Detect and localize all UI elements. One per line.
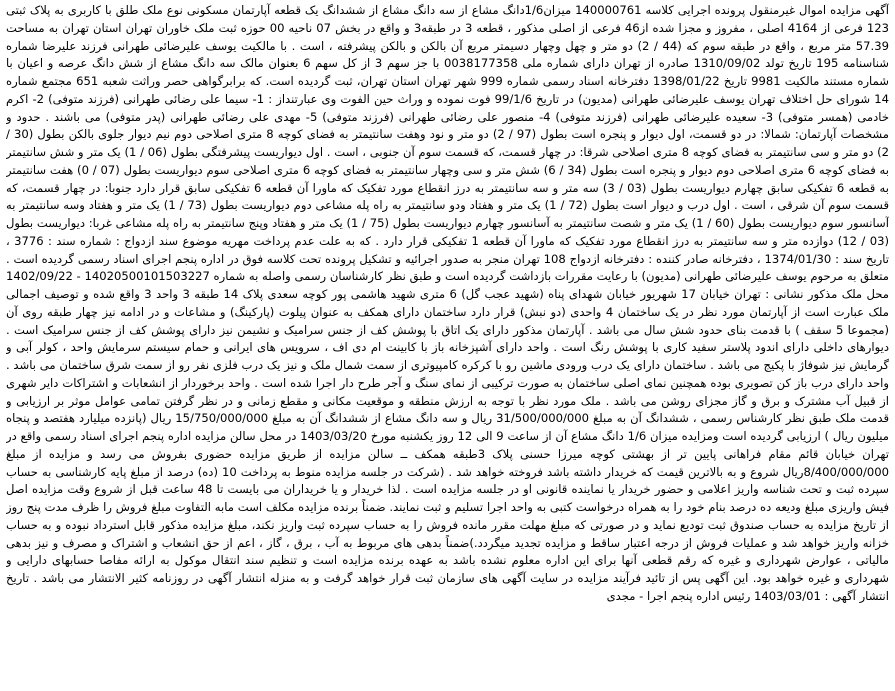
auction-notice-text: آگهی مزایده اموال غیرمنقول پرونده اجرایی کلاسه 140000761 میزان1/6دانگ مشاع از سه دانگ مشاع از ششدانگ یک قطعه آپارتمان مسکونی نوع ملک طلق با کاربری به پلاک ثبتی 123 فرعی از 4164 اصلی ، مفروز و مجزا شده از46 فرعی از اصلی مذکور ، قطعه 3 در طبقه3 و واقع در بخش 07 ناحیه 00 حوزه ثبت ملک خاوران تهران استان تهران به مساحت 57.39 متر مربع ، واقع در طبقه سوم که (44 / 2) دو متر و چهل وچهار دسیمتر مربع آن بالکن و بالکن پیشرفته ، است . با مالکیت یوسف علیرضائی طهرانی فرزند علیرضا شماره شناسنامه 195 تاریخ تولد 1310/09/02 صادره از تهران دارای شماره ملی 0038177358 با جز سهم 3 از کل سهم 6 بعنوان مالک سه دانگ مشاع از شش دانگ عرصه و اعیان با شماره مستند مالکیت 9981 تاریخ 1398/01/22 دفترخانه اسناد رسمی شماره 999 شهر تهران استان تهران، ثبت گردیده است. که برابرگواهی حصر وراثت شعبه 651 مجتمع شماره 14 شورای حل اختلاف تهران یوسف علیرضائی طهرانی (مدیون) در تاریخ 99/1/6 فوت نموده و وراث حین الفوت وی عبارتنداز : 1- سیما علی رضائی طهرانی (فرزند متوفی) 2- اکرم خادمی (همسر متوفی) 3- سعیده علیرضائی طهرانی (فرزند متوفی) 4- منصور علی رضائی طهرانی (فرزند متوفی) 5- مهدی علی رضائی طهرانی (پدر متوفی) می باشند . حدود و مشخصات آپارتمان: شمالا: در دو قسمت، اول دیوار و پنجره است بطول (97 / 2) دو متر و نود وهفت سانتیمتر به فضای کوچه 8 متری اصلاحی دوم نیم دیوار جلوی بالکن بطول (30 / 2) دو متر و سی سانتیمتر به فضای کوچه 8 متری اصلاحی شرقا: در چهار قسمت، که قسمت سوم آن جنوبی ، است . اول دیواریست پیشرفتگی بطول (06 / 1) یک متر و شش سانتیمتر به فضای کوچه 6 متری اصلاحی دوم دیوار و پنجره است بطول (34 / 6) شش متر و سی وچهار سانتیمتر به فضای کوچه 6 متری اصلاحی سوم دیواریست بطول (07 / 0) هفت سانتیمتر به قطعه 6 تفکیکی سابق چهارم دیواریست بطول (03 / 3) سه متر و سه سانتیمتر به درز انقطاع مورد تفکیک که ماورا آن قطعه 6 تفکیکی سابق قرار دارد جنوبا: در چهار قسمت، که قسمت سوم آن شرقی ، است . اول درب و دیوار است بطول (72 / 1) یک متر و هفتاد ودو سانتیمتر به راه پله مشاعی دوم دیواریست بطول (73 / 1) یک متر و هفتاد وسه سانتیمتر به آسانسور سوم دیواریست بطول (60 / 1) یک متر و شصت سانتیمتر به آسانسور چهارم دیواریست بطول (75 / 1) یک متر و هفتاد وپنج سانتیمتر به راه پله مشاعی غربا: دیواریست بطول (03 / 12) دوازده متر و سه سانتیمتر به درز انقطاع مورد تفکیک که ماورا آن قطعه 1 تفکیکی قرار دارد . که به علت عدم پرداخت مهریه موضوع سند ازدواج : شماره سند : 3776 ، تاریخ سند : 1374/01/30 ، دفترخانه صادر کننده : دفترخانه ازدواج 108 تهران منجر به صدور اجرائیه و تشکیل پرونده تحت کلاسه فوق در اداره پنجم اجرای اسناد رسمی گردیده است . متعلق به مرحوم یوسف علیرضائی طهرانی (مدیون) با رعایت مقررات بازداشت گردیده است و طبق نظر کارشناسان رسمی واصله به شماره 14020500101503227 - 1402/09/22 محل ملک مذکور نشانی : تهران خیابان 17 شهریور خیابان شهدای پناه (شهید عجب گل) 6 متری شهید هاشمی پور کوچه سعدی پلاک 14 طبقه 3 واحد 3 واقع شده و توصیف اجمالی ملک عبارت است از آپارتمان مورد نظر در یک ساختمان 4 واحدی (دو نبش) قرار دارد ساختمان دارای همکف به عنوان پیلوت (پارکینگ) و مشاعات و در ادامه نیز چهار طبقه روی آن (مجموعا 5 سقف ) با قدمت بنای حدود شش سال می باشد . آپارتمان مذکور دارای یک اتاق با پوشش کف از جنس سرامیک و نشیمن نیز دارای پوشش کف از جنس سرامیک است . دیوارهای داخلی دارای اندود پلاستر سفید کاری با پوشش رنگ است . واحد دارای آشپزخانه باز با کابینت ام دی اف ، سرویس های ایرانی و حمام سیستم سرمایش واحد ، کولر آبی و گرمایش نیز شوفاژ با پکیج می باشد . ساختمان دارای یک درب ورودی ماشین رو با کرکره کامپیوتری از سمت شمال ملک و نیز یک درب فلزی نفر رو از سمت شرق ساختمان می باشد . واحد دارای درب باز کن تصویری بوده همچنین نمای اصلی ساختمان به صورت ترکیبی از نمای سنگ و آجر طرح دار اجرا شده است . واحد برخوردار از انشعابات و اشتراکات دایر شهری از قبیل آب مشترک و برق و گاز مجزای روشن می باشد . ملک مورد نظر با توجه به ارزش منطقه و موقعیت مکانی و مقطع زمانی و در نظر گرفتن تمامی عوامل موثر بر ارزیابی و قدمت ملک طبق نظر کارشناس رسمی ، ششدانگ آن به مبلغ 31/500/000/000 ریال و سه دانگ مشاع از ششدانگ آن به مبلغ 15/750/000/000 ریال (پانزده میلیارد هفتصد و پنجاه میلیون ریال ) ارزیابی گردیده است ومزایده میزان 1/6 دانگ مشاع آن از ساعت 9 الی 12 روز یکشنبه مورخ 1403/03/20 در محل سالن مزایده اداره پنجم اجرای اسناد رسمی واقع در تهران خیابان قائم مقام فراهانی پایین تر از بهشتی کوچه میرزا حسنی پلاک 3طبقه همکف ــ سالن مزایده از طریق مزایده حضوری بفروش می رسد و مزایده از مبلغ 8/400/000/000ریال شروع و به بالاترین قیمت که خریدار داشته باشد فروخته خواهد شد . (شرکت در جلسه مزایده منوط به پرداخت 10 (ده) درصد از مبلغ پایه کارشناسی به حساب سپرده ثبت و تحت شناسه واریز اعلامی و حضور خریدار یا نماینده قانونی او در جلسه مزایده است . لذا خریدار و یا خریداران می بایست تا 48 ساعت قبل از شروع وقت مزایده اصل فیش واریزی مبلغ ودیعه ده درصد بنام خود را به همراه درخواست کتبی به واحد اجرا تسلیم و ثبت نمایند. ضمناً برنده مزایده مکلف است مابه التفاوت مبلغ فروش را ظرف مدت پنج روز از تاریخ مزایده به حساب صندوق ثبت تودیع نماید و در صورتی که مبلغ مهلت مقرر مانده فروش را به حساب سپرده ثبت واریز نکند، مبلغ مزایده مذکور قابل استرداد نبوده و به حساب خزانه واریز خواهد شد و عملیات فروش از درجه اعتبار ساقط و مزایده تجدید میگردد.)ضمناً بدهی های مربوط به آب ، برق ، گاز ، اعم از حق انشعاب و اشتراک و مصرف و نیز بدهی مالیاتی ، عوارض شهرداری و غیره که رقم قطعی آنها برای این اداره معلوم نشده باشد به عهده برنده مزایده است و تنظیم سند انتقال موکول به ارائه مفاصا حسابهای دارایی و شهرداری و غیره خواهد بود. این آگهی پس از تائید فرآیند مزایده در سایت آگهی های سازمان ثبت قرار خواهد گرفت و به منزله انتشار آگهی در روزنامه کثیر الانتشار می باشد . تاریخ انتشار آگهی : 1403/03/01 رئیس اداره پنجم اجرا - مجدی	[6, 3, 889, 603]
auction-notice	[6, 2, 889, 689]
